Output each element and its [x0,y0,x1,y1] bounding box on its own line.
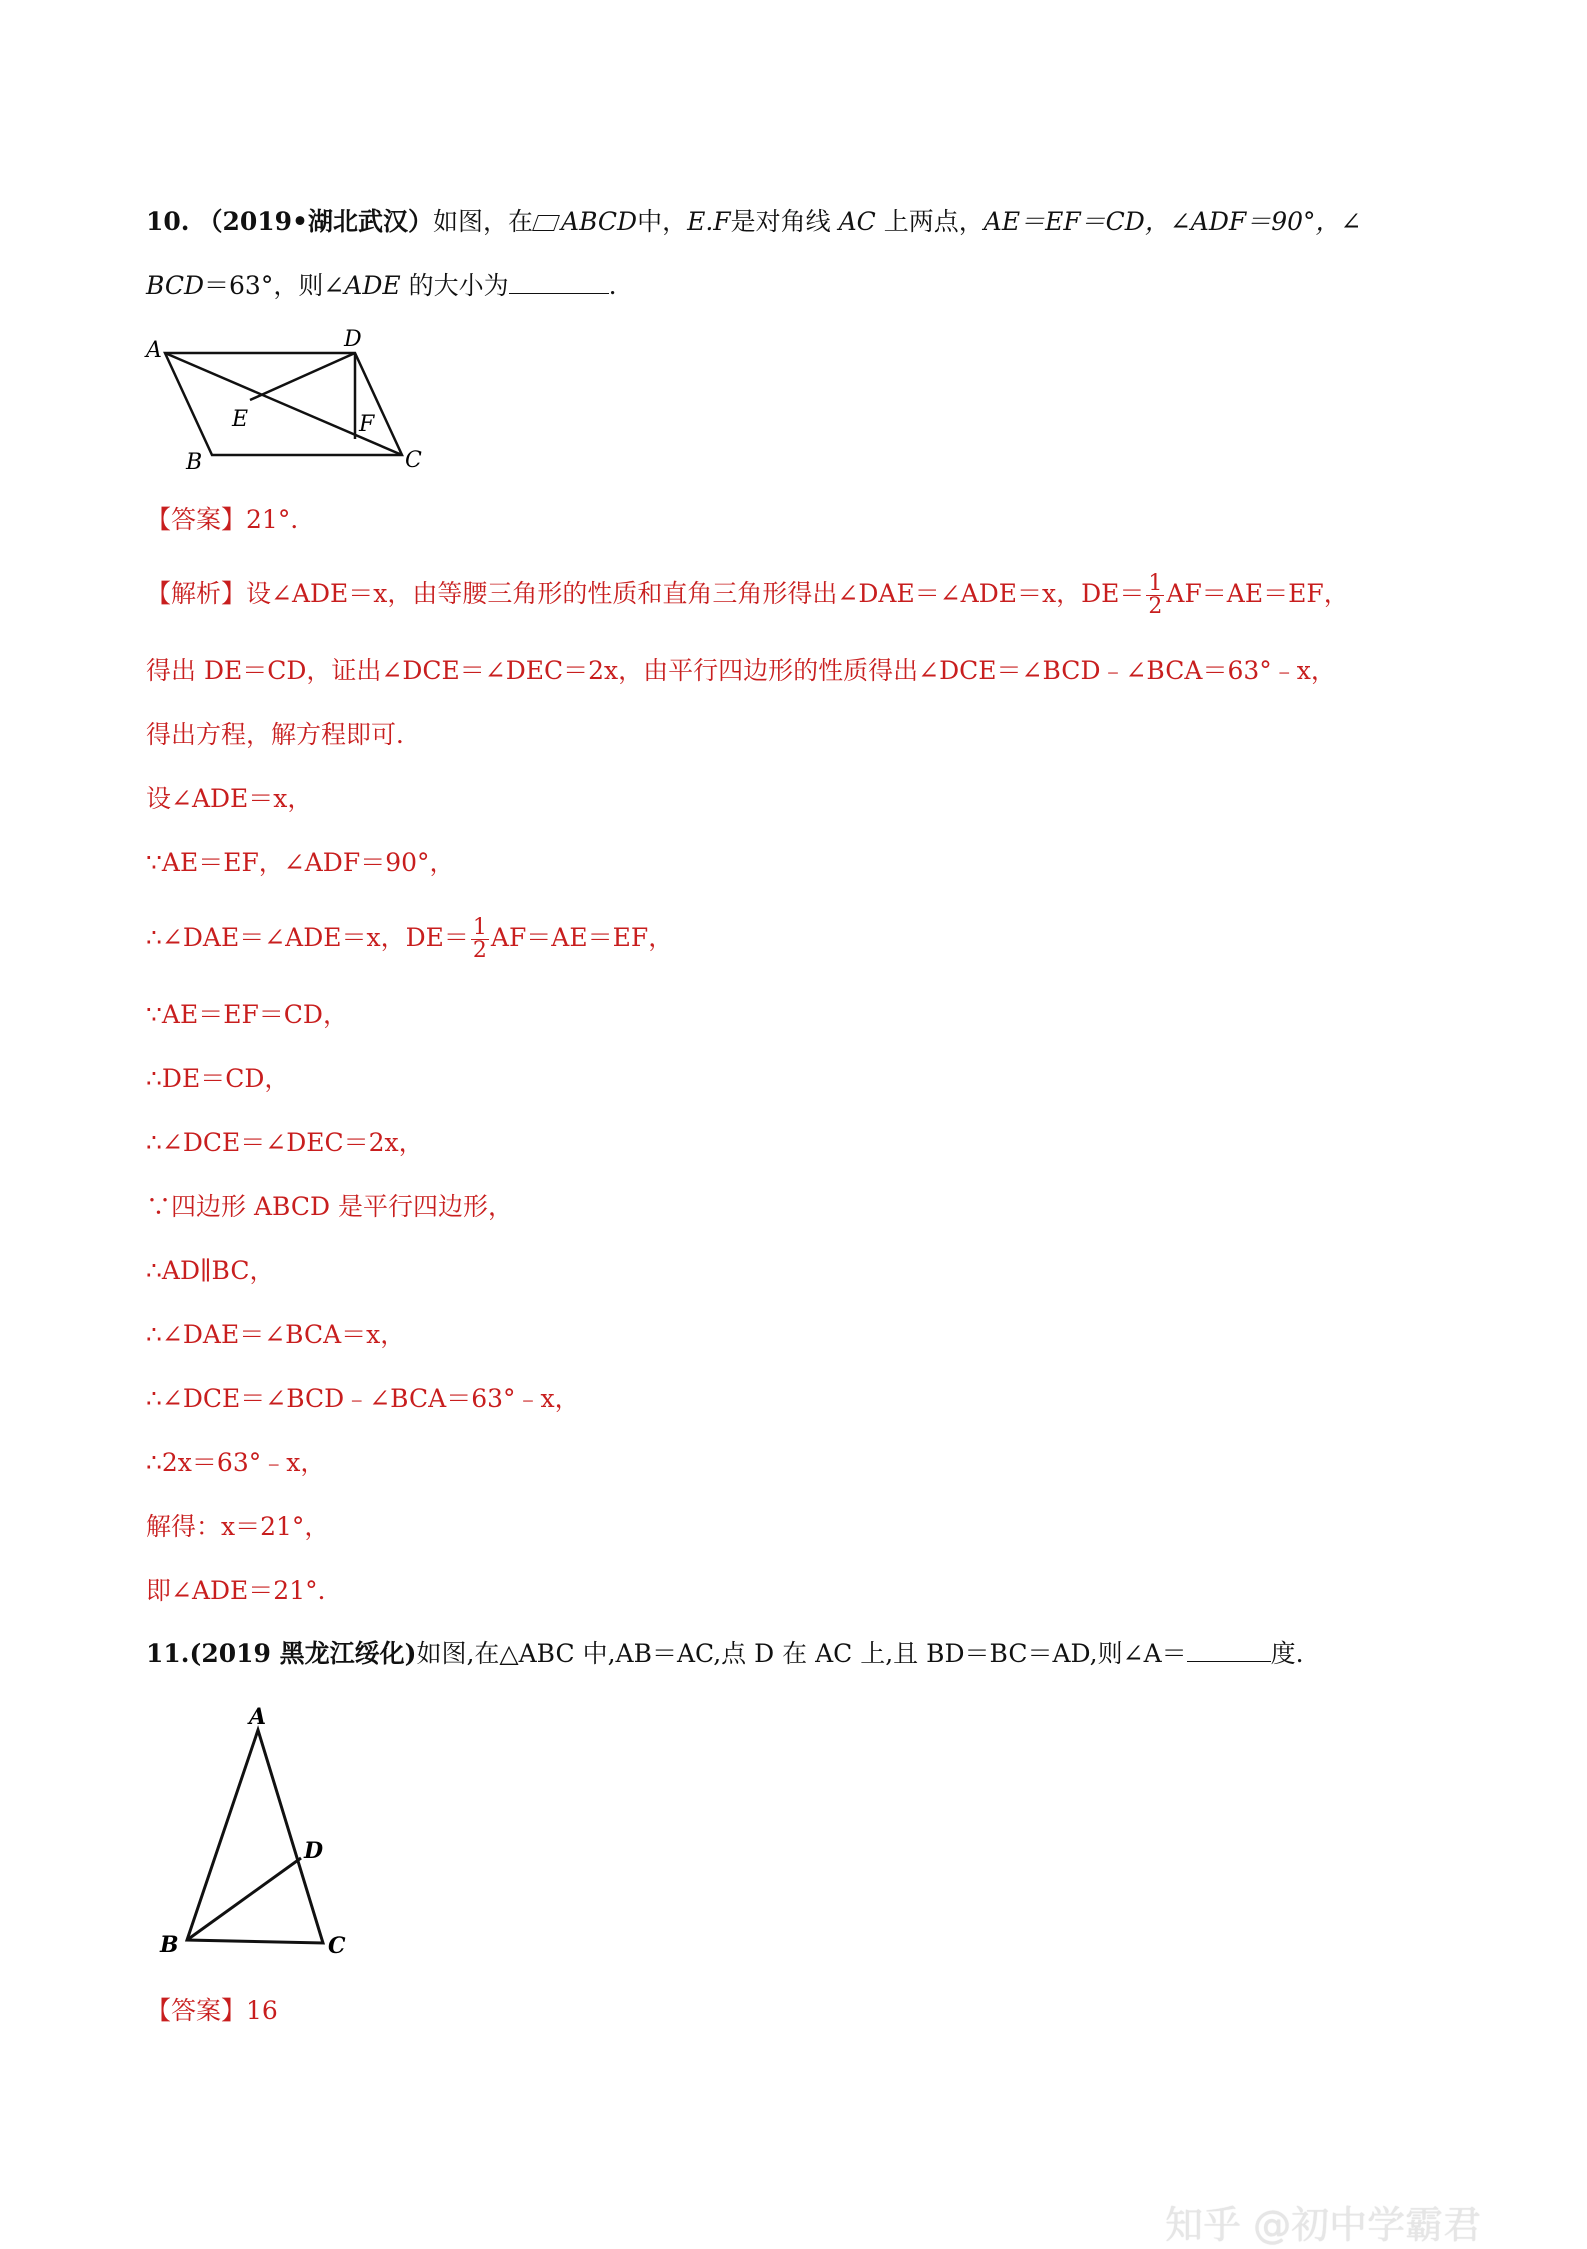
label-c: C [328,1933,346,1959]
q10-answer: 【答案】21°． [146,505,316,534]
label-e: E [232,407,249,432]
label-d: D [304,1838,324,1864]
label-f: F [359,412,375,437]
q11-figure [150,1700,360,1965]
q10-number: 10. [146,207,190,236]
q10-analysis-line-3: 得出方程，解方程即可． [146,720,422,749]
q10-step-5: ∴DE＝CD， [146,1064,290,1093]
parallelogram-symbol-icon [532,215,560,231]
segment-bd [187,1858,301,1940]
q10-line-2: BCD＝63°，则∠ADE 的大小为 . [146,271,617,300]
label-d: D [344,328,362,352]
q10-analysis-line-2: 得出 DE＝CD，证出∠DCE＝∠DEC＝2x，由平行四边形的性质得出∠DCE＝∠BCD﹣∠BCA＝63°﹣x， [146,656,1336,685]
triangle-abc [187,1730,323,1943]
q10-step-6: ∴∠DCE＝∠DEC＝2x， [146,1128,424,1157]
diagonal-ac [165,353,402,455]
label-c: C [405,448,422,473]
q10-figure [140,328,440,478]
q11-source: 11.(2019 黑龙江绥化) [146,1639,417,1668]
label-b: B [160,1932,179,1958]
q11-question: 11.(2019 黑龙江绥化)如图,在△ABC 中,AB＝AC,点 D 在 AC 上,且 BD＝BC＝AD,则∠A＝ 度. [146,1639,1304,1668]
q10-step-13: 即∠ADE＝21°． [146,1576,343,1605]
q10-step-1: 设∠ADE＝x， [146,784,313,813]
q10-step-4: ∵AE＝EF＝CD， [146,1000,348,1029]
q11-answer: 【答案】16 [146,1996,278,2025]
segment-de [250,353,355,400]
fraction-half: $\frac{1}{2}$ [472,915,487,963]
label-b: B [186,450,203,475]
label-a: A [146,338,162,363]
q10-step-3: ∴∠DAE＝∠ADE＝x，DE＝ $\frac{1}{2}$ AF＝AE＝EF， [146,915,674,963]
q10-step-11: ∴2x＝63°﹣x， [146,1448,326,1477]
q10-line-1: 10. （2019•湖北武汉）如图，在 ABCD中，E.F是对角线 AC 上两点，AE＝EF＝CD，∠ADF＝90°，∠ [146,207,1362,236]
fraction-half: $\frac{1}{2}$ [1148,571,1163,619]
q10-source: （2019•湖北武汉） [197,207,434,236]
q10-step-8: ∴AD∥BC， [146,1256,275,1285]
label-a: A [249,1704,267,1730]
q10-step-7: ∵四边形 ABCD 是平行四边形， [146,1192,513,1221]
answer-blank [1187,1639,1271,1662]
answer-blank [509,271,609,294]
q10-analysis-line-1: 【解析】设∠ADE＝x，由等腰三角形的性质和直角三角形得出∠DAE＝∠ADE＝x，DE＝ $\frac{1}{2}$ AF＝AE＝EF， [146,571,1349,619]
q10-step-2: ∵AE＝EF，∠ADF＝90°， [146,848,455,877]
q10-step-10: ∴∠DCE＝∠BCD﹣∠BCA＝63°﹣x， [146,1384,580,1413]
q10-step-9: ∴∠DAE＝∠BCA＝x， [146,1320,406,1349]
q10-step-12: 解得：x＝21°， [146,1512,330,1541]
watermark: 知乎 @初中学霸君 [1165,2203,1482,2247]
